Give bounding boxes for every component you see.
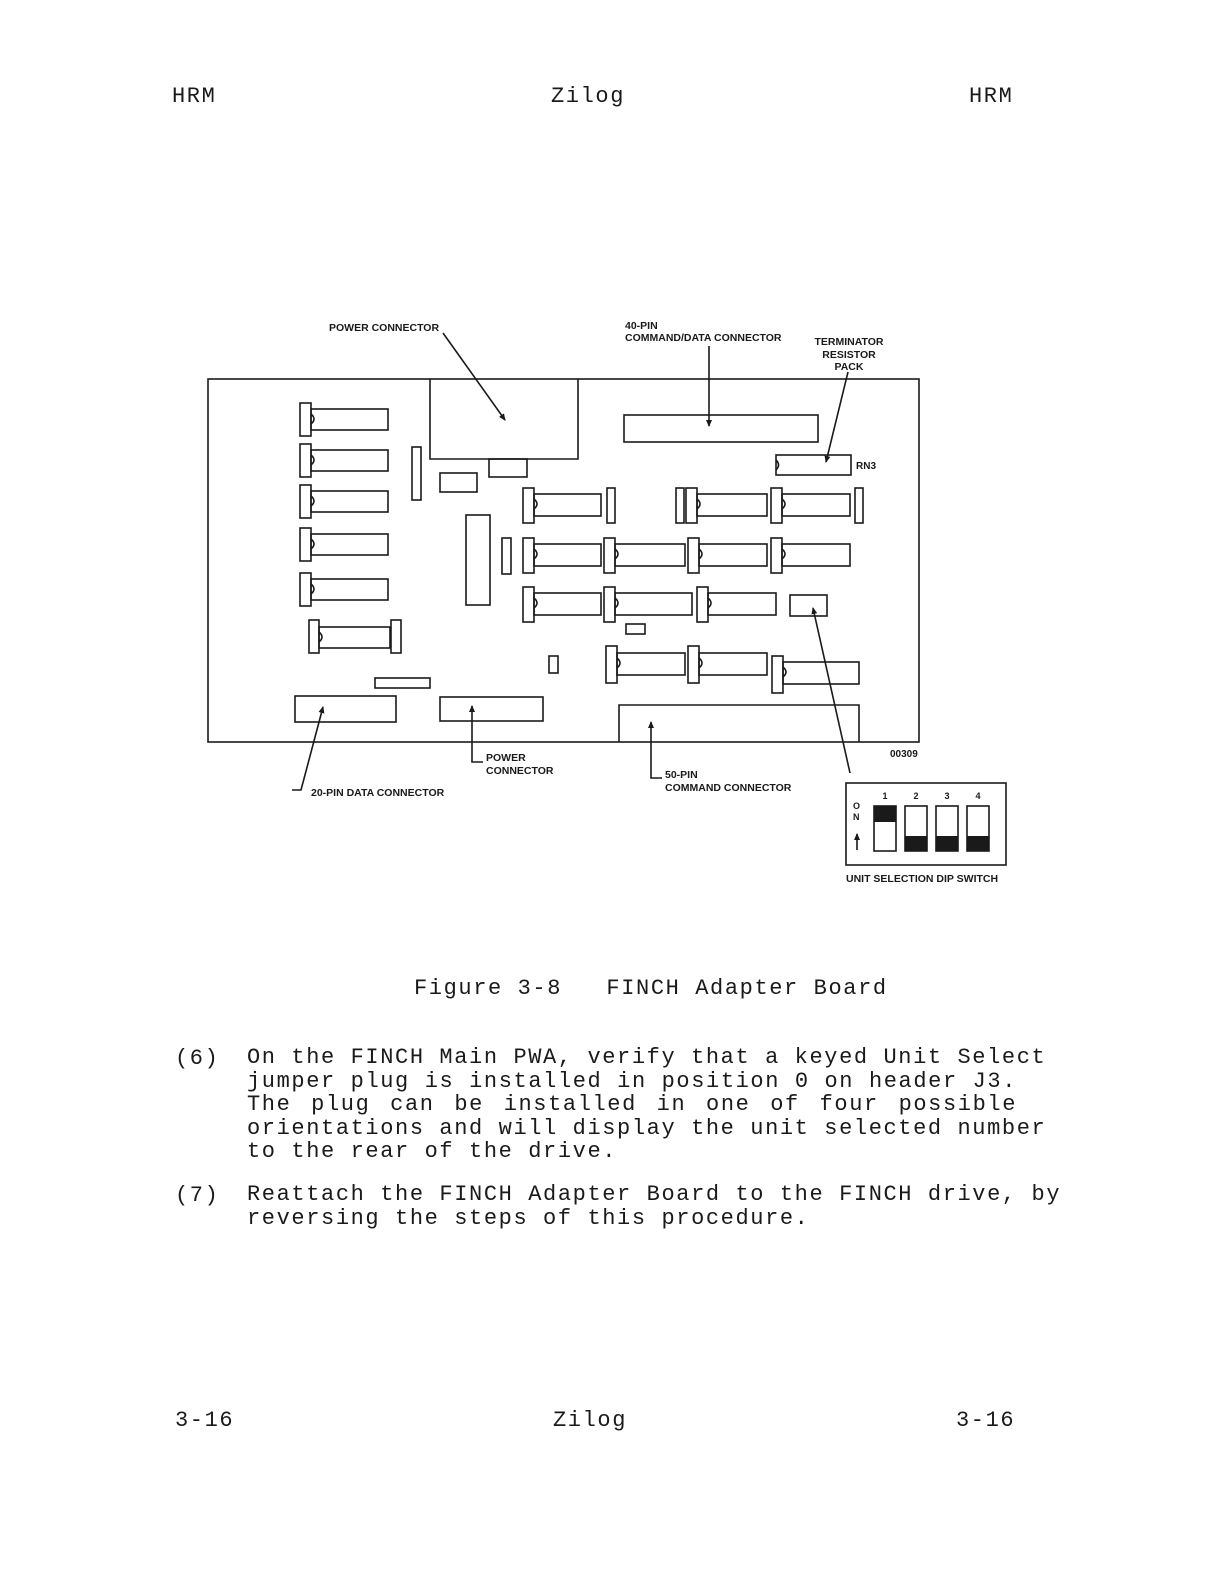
label-dip-n: N <box>853 812 860 822</box>
footer-right: 3-16 <box>956 1408 1016 1433</box>
label-terminator-line2: RESISTOR <box>822 349 876 361</box>
step-7-line-2: reversing the steps of this procedure. <box>247 1205 810 1231</box>
step-7-number: (7) <box>175 1183 220 1208</box>
label-dip-o: O <box>853 801 861 811</box>
40-pin-connector <box>624 415 818 442</box>
label-rn3: RN3 <box>856 461 877 472</box>
dip-switches <box>874 806 989 851</box>
label-power-connector-bottom-line2: CONNECTOR <box>486 765 554 777</box>
label-40-pin-line1: 40-PIN <box>625 320 658 332</box>
label-50-pin-line1: 50-PIN <box>665 769 698 781</box>
label-40-pin-line2: COMMAND/DATA CONNECTOR <box>625 332 782 344</box>
step-7-line-1: Reattach the FINCH Adapter Board to the FINCH drive, by <box>247 1182 1062 1207</box>
header-right: HRM <box>969 84 1014 109</box>
left-chip-column <box>300 403 401 653</box>
power-connector-bottom <box>440 697 543 721</box>
label-terminator-line3: PACK <box>834 361 864 373</box>
step-6-number: (6) <box>175 1046 220 1071</box>
label-figure-id: 00309 <box>890 749 918 760</box>
step-6-text <box>247 1045 1047 1164</box>
step-6-line-5: to the rear of the drive. <box>247 1139 618 1164</box>
label-20-pin-data-connector: 20-PIN DATA CONNECTOR <box>311 787 445 799</box>
label-dip-number-4: 4 <box>975 791 981 801</box>
label-power-connector-top: POWER CONNECTOR <box>329 322 440 334</box>
label-dip-number-3: 3 <box>944 791 950 801</box>
footer-left: 3-16 <box>175 1408 235 1433</box>
rn3-resistor-pack <box>776 455 851 475</box>
header-left: HRM <box>172 84 217 109</box>
figure-caption: Figure 3-8 FINCH Adapter Board <box>414 976 888 1001</box>
step-6-line-4: orientations and will display the unit selected number <box>247 1115 1047 1141</box>
label-dip-caption: UNIT SELECTION DIP SWITCH <box>846 873 999 885</box>
footer-center: Zilog <box>553 1408 628 1433</box>
50-pin-connector <box>619 705 859 742</box>
step-6-line-1: On the FINCH Main PWA, verify that a keyed Unit Select <box>247 1045 1047 1070</box>
header-center: Zilog <box>551 84 626 109</box>
label-terminator-line1: TERMINATOR <box>814 336 884 348</box>
step-7-text <box>247 1182 1062 1231</box>
label-50-pin-line2: COMMAND CONNECTOR <box>665 782 792 794</box>
label-power-connector-bottom-line1: POWER <box>486 752 526 764</box>
20-pin-connector <box>295 696 396 722</box>
label-dip-number-2: 2 <box>913 791 919 801</box>
label-dip-number-1: 1 <box>882 791 888 801</box>
step-6-line-3: The plug can be installed in one of four possible <box>247 1092 1017 1117</box>
center-chip-rows <box>523 488 863 693</box>
step-6-line-2: jumper plug is installed in position 0 on header J3. <box>247 1068 1017 1094</box>
board-outline <box>208 379 919 742</box>
